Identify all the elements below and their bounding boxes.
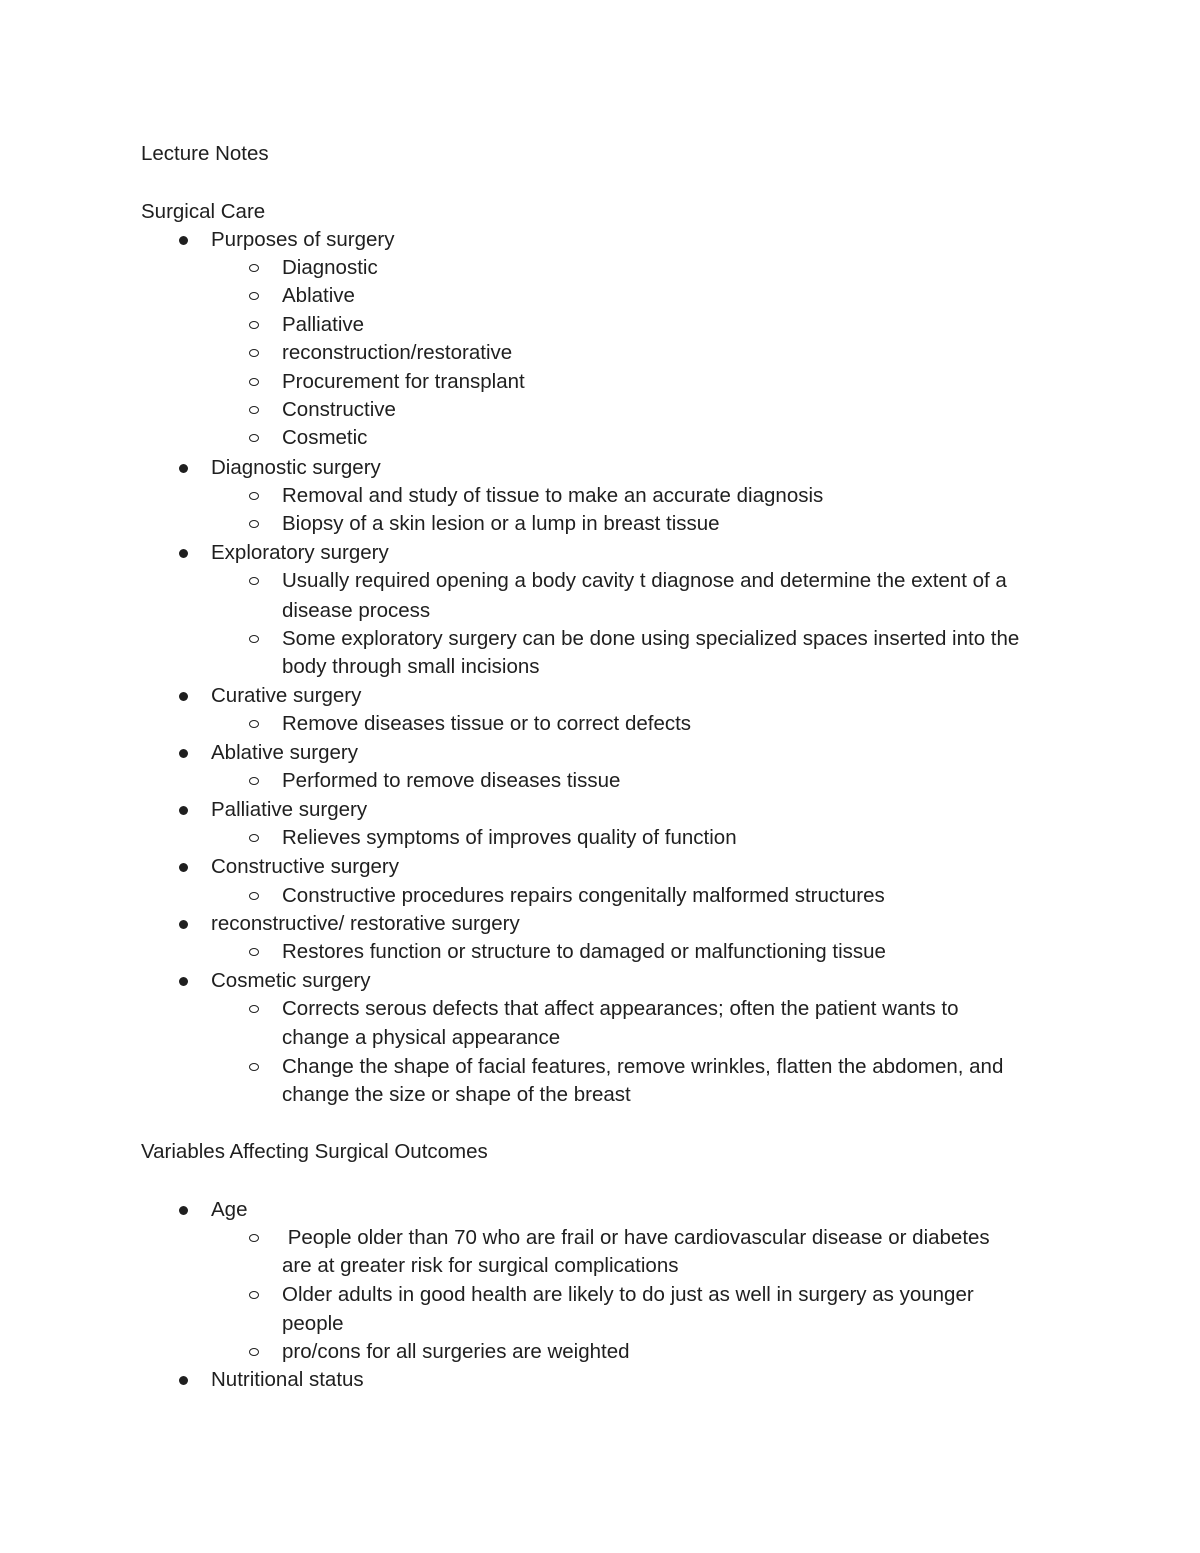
bullet-icon [179, 977, 188, 986]
sub-list-item-continuation: change the size or shape of the breast [282, 1083, 631, 1106]
list-item: Constructive surgery [211, 855, 399, 878]
list-item: reconstructive/ restorative surgery [211, 912, 520, 935]
list-item: Exploratory surgery [211, 541, 389, 564]
sub-list-item: Constructive procedures repairs congenitally malformed structures [282, 884, 885, 907]
sub-list-item: Ablative [282, 284, 355, 307]
bullet-icon [179, 236, 188, 245]
sub-list-item: Change the shape of facial features, remove wrinkles, flatten the abdomen, and [282, 1055, 1004, 1078]
circle-bullet-icon [249, 1063, 259, 1071]
circle-bullet-icon [249, 292, 259, 300]
sub-list-item-continuation: body through small incisions [282, 655, 540, 678]
circle-bullet-icon [249, 1291, 259, 1299]
list-item: Palliative surgery [211, 798, 368, 821]
circle-bullet-icon [249, 834, 259, 842]
sub-list-item-continuation: change a physical appearance [282, 1026, 561, 1049]
circle-bullet-icon [249, 434, 259, 442]
circle-bullet-icon [249, 948, 259, 956]
sub-list-item: Procurement for transplant [282, 370, 525, 393]
sub-list-item: Palliative [282, 313, 365, 336]
section-heading-surgical-care: Surgical Care [141, 200, 266, 223]
sub-list-item: Removal and study of tissue to make an accurate diagnosis [282, 484, 824, 507]
circle-bullet-icon [249, 720, 259, 728]
sub-list-item: People older than 70 who are frail or have cardiovascular disease or diabetes [282, 1226, 990, 1249]
circle-bullet-icon [249, 264, 259, 272]
sub-list-item: Restores function or structure to damaged or malfunctioning tissue [282, 940, 886, 963]
list-item: Purposes of surgery [211, 228, 395, 251]
sub-list-item: Corrects serous defects that affect appearances; often the patient wants to [282, 997, 959, 1020]
document-title: Lecture Notes [141, 142, 269, 165]
circle-bullet-icon [249, 321, 259, 329]
bullet-icon [179, 464, 188, 473]
list-item: Nutritional status [211, 1368, 364, 1391]
sub-list-item: Cosmetic [282, 426, 368, 449]
circle-bullet-icon [249, 1005, 259, 1013]
list-item: Diagnostic surgery [211, 456, 381, 479]
list-item: Cosmetic surgery [211, 969, 371, 992]
sub-list-item: Biopsy of a skin lesion or a lump in breast tissue [282, 512, 720, 535]
sub-list-item: Diagnostic [282, 256, 378, 279]
circle-bullet-icon [249, 492, 259, 500]
section-heading-variables: Variables Affecting Surgical Outcomes [141, 1140, 488, 1163]
bullet-icon [179, 863, 188, 872]
list-item: Curative surgery [211, 684, 362, 707]
circle-bullet-icon [249, 577, 259, 585]
sub-list-item-continuation: disease process [282, 599, 431, 622]
bullet-icon [179, 806, 188, 815]
circle-bullet-icon [249, 892, 259, 900]
sub-list-item: Remove diseases tissue or to correct defects [282, 712, 692, 735]
bullet-icon [179, 920, 188, 929]
sub-list-item-continuation: people [282, 1312, 344, 1335]
bullet-icon [179, 692, 188, 701]
circle-bullet-icon [249, 378, 259, 386]
bullet-icon [179, 1376, 188, 1385]
sub-list-item: Performed to remove diseases tissue [282, 769, 621, 792]
bullet-icon [179, 549, 188, 558]
sub-list-item: Some exploratory surgery can be done using specialized spaces inserted into the [282, 627, 1020, 650]
list-item: Age [211, 1198, 248, 1221]
list-item: Ablative surgery [211, 741, 358, 764]
sub-list-item: reconstruction/restorative [282, 341, 513, 364]
sub-list-item: Relieves symptoms of improves quality of function [282, 826, 737, 849]
circle-bullet-icon [249, 520, 259, 528]
circle-bullet-icon [249, 635, 259, 643]
circle-bullet-icon [249, 777, 259, 785]
sub-list-item: Older adults in good health are likely to do just as well in surgery as younger [282, 1283, 974, 1306]
bullet-icon [179, 749, 188, 758]
sub-list-item: Constructive [282, 398, 396, 421]
sub-list-item: pro/cons for all surgeries are weighted [282, 1340, 630, 1363]
circle-bullet-icon [249, 1348, 259, 1356]
circle-bullet-icon [249, 1234, 259, 1242]
circle-bullet-icon [249, 406, 259, 414]
sub-list-item: Usually required opening a body cavity t diagnose and determine the extent of a [282, 569, 1007, 592]
sub-list-item-continuation: are at greater risk for surgical complications [282, 1254, 679, 1277]
bullet-icon [179, 1206, 188, 1215]
circle-bullet-icon [249, 349, 259, 357]
